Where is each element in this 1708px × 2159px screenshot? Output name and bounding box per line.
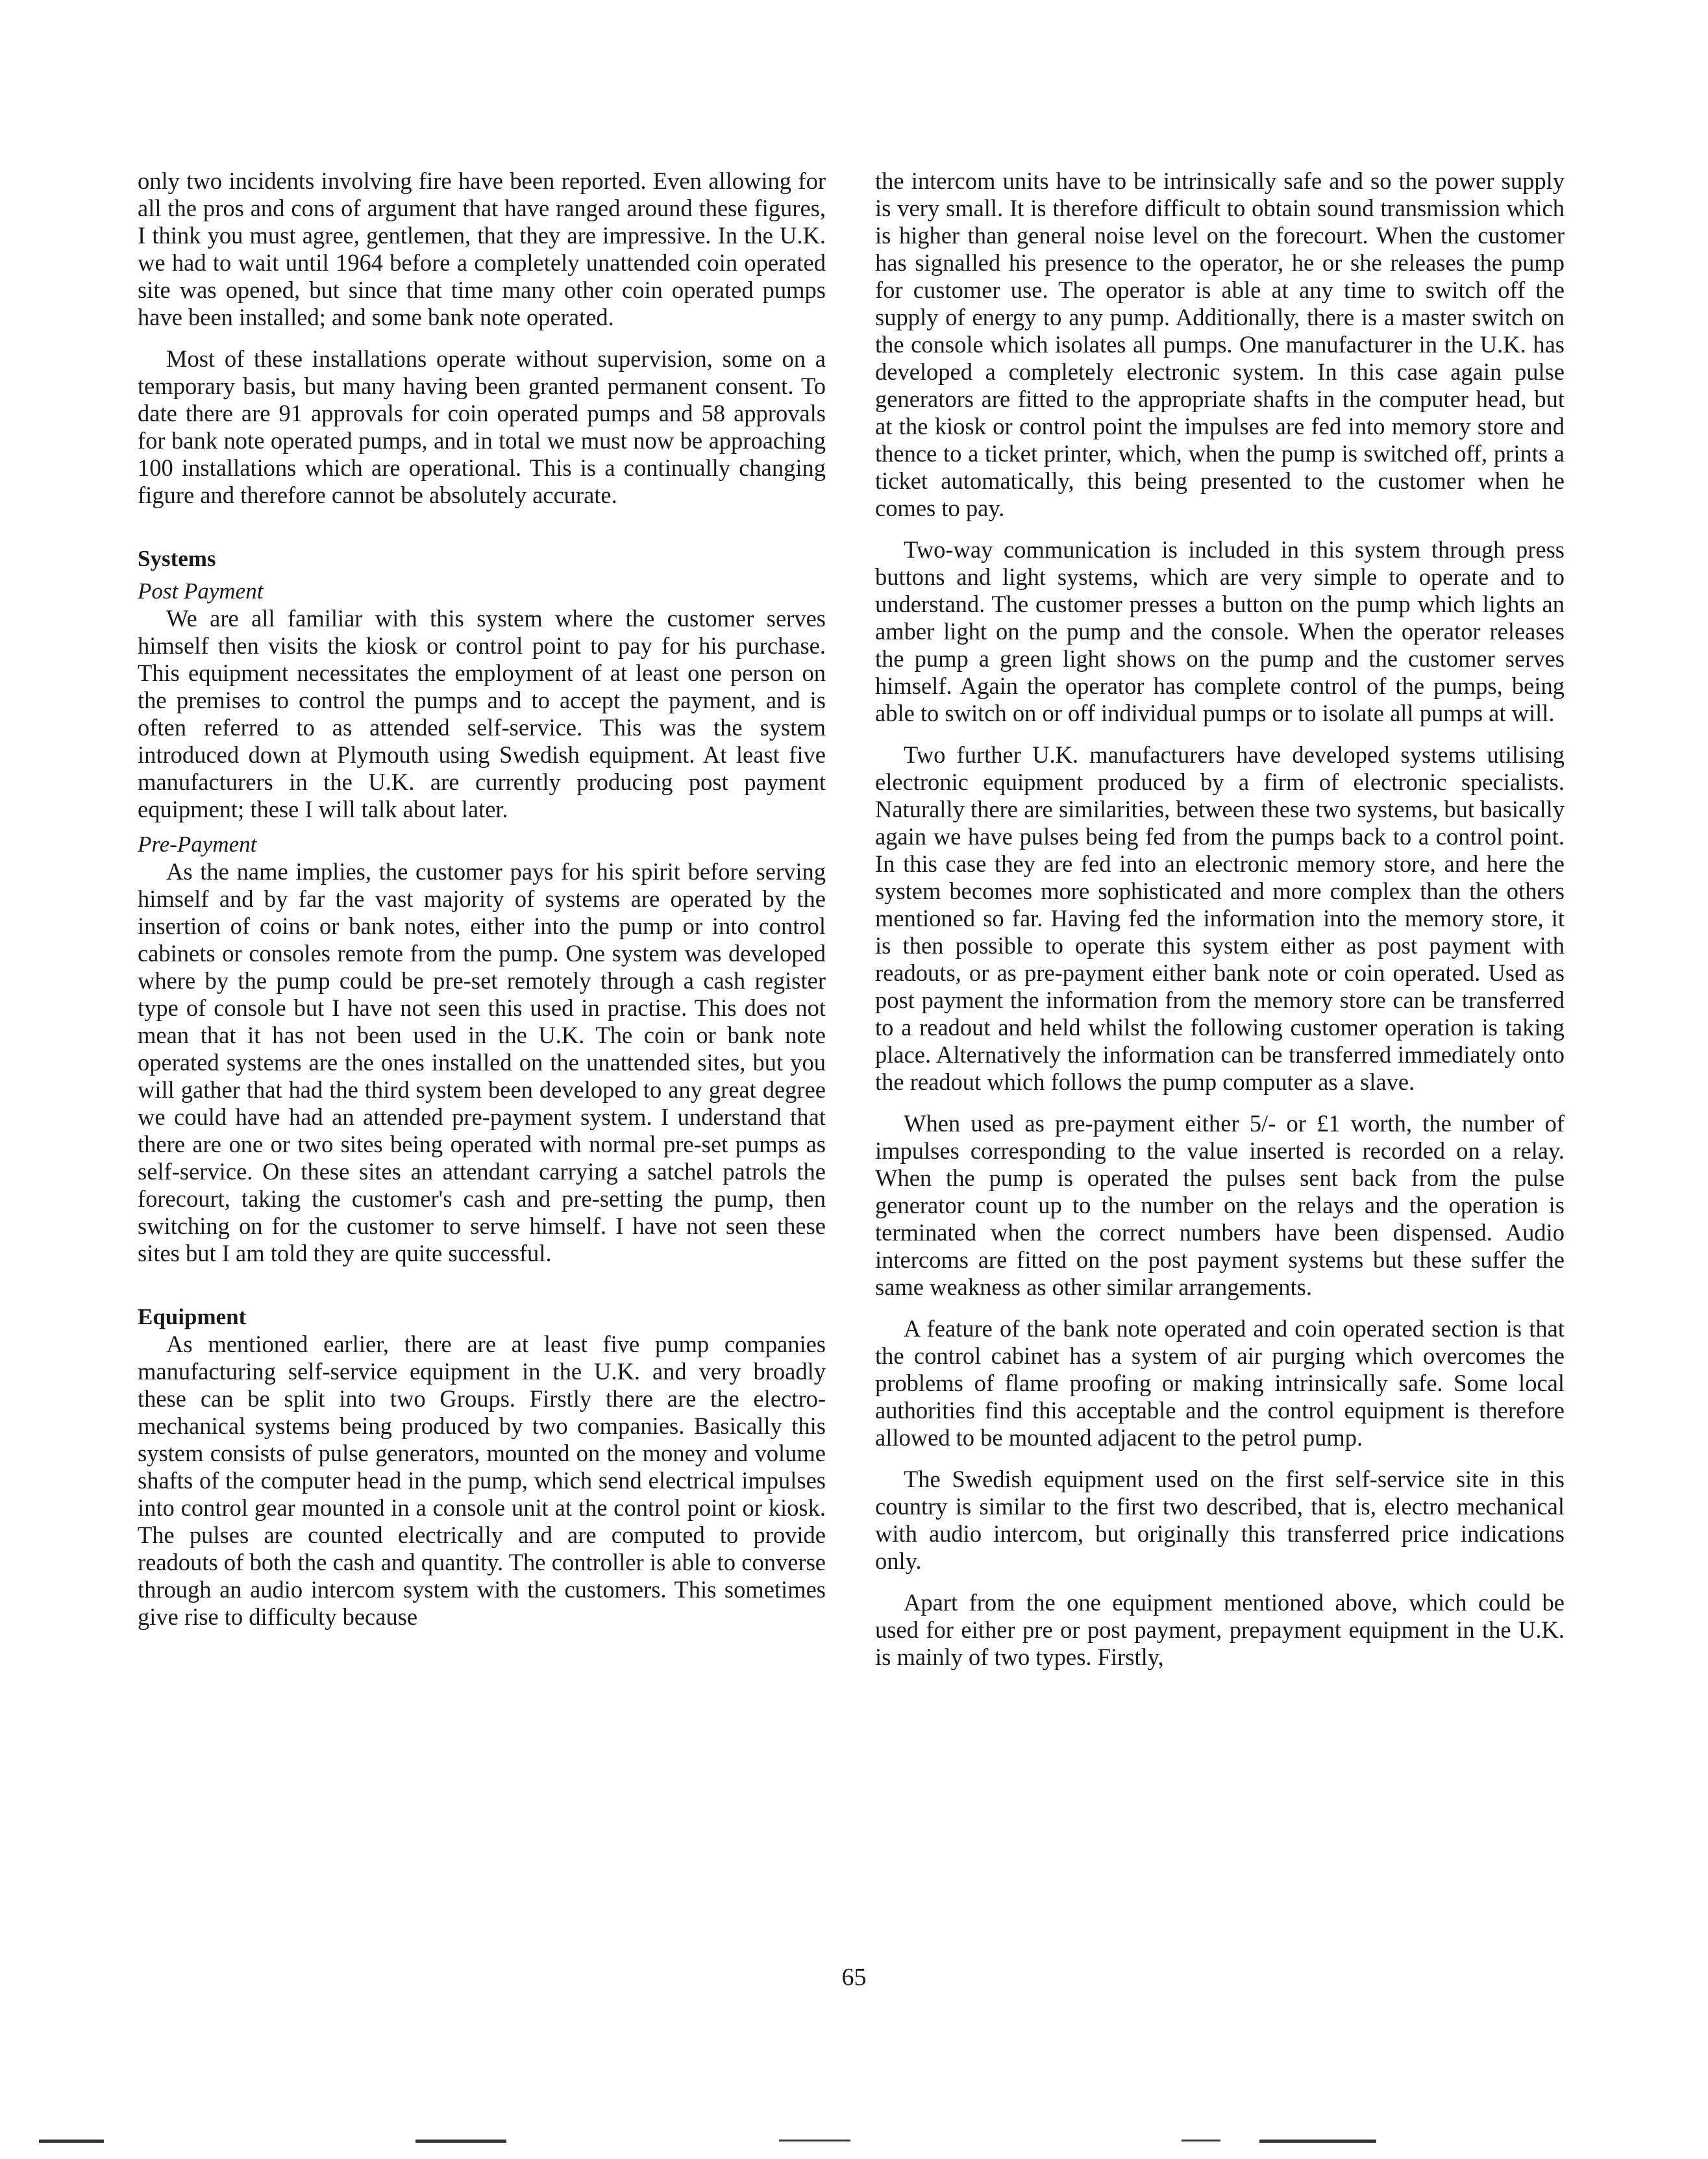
paragraph: Apart from the one equipment mentioned above, which could be used for either pre or post payment, prepayment equipment in the U.K. is mainly of two types. Firstly,: [875, 1589, 1565, 1670]
paragraph: the intercom units have to be intrinsically safe and so the power supply is very small. It is therefore difficult to obtain sound transmission which is higher than general noise level on the forecourt. When the customer has signalled his presence to the operator, he or she releases the pump for customer use. The operator is able at any time to switch off the supply of energy to any pump. Additionally, there is a master switch on the console which isolates all pumps. One manufacturer in the U.K. has developed a completely electronic system. In this case again pulse generators are fitted to the appropriate shafts in the computer head, but at the kiosk or control point the impulses are fed into memory store and thence to a ticket printer, which, when the pump is switched off, prints a ticket automatically, this being presented to the customer when he comes to pay.: [875, 167, 1565, 521]
paragraph: As mentioned earlier, there are at least five pump companies manufacturing self-service equipment in the U.K. and very broadly these can be split into two Groups. Firstly there are the electro-mechanical systems being produced by two companies. Basically this system consists of pulse generators, mounted on the money and volume shafts of the computer head in the pump, which send electrical impulses into control gear mounted in a console unit at the control point or kiosk. The pulses are counted electrically and are computed to provide readouts of both the cash and quantity. The controller is able to converse through an audio intercom system with the customers. This sometimes give rise to difficulty because: [138, 1331, 826, 1630]
paragraph: The Swedish equipment used on the first self-service site in this country is similar to the first two described, that is, electro mechanical with audio intercom, but originally this transferred price indications only.: [875, 1466, 1565, 1574]
page-number: 65: [841, 1964, 867, 1991]
paragraph: only two incidents involving fire have been reported. Even allowing for all the pros and cons of argument that have ranged around these figures, I think you must agree, gentlemen, that they are impressive. In the U.K. we had to wait until 1964 before a completely unattended coin operated site was opened, but since that time many other coin operated pumps have been installed; and some bank note operated.: [138, 167, 826, 330]
paragraph: When used as pre-payment either 5/- or £1 worth, the number of impulses corresponding to the value inserted is recorded on a relay. When the pump is operated the pulses sent back from the pulse generator count up to the number on the relays and the operation is terminated when the correct numbers have been dispensed. Audio intercoms are fitted on the post payment systems but these suffer the same weakness as other similar arrangements.: [875, 1110, 1565, 1300]
paragraph: Most of these installations operate without supervision, some on a temporary basis, but many having been granted permanent consent. To date there are 91 approvals for coin operated pumps and 58 approvals for bank note operated pumps, and in total we must now be approaching 100 installations which are operational. This is a continually changing figure and therefore cannot be absolutely accurate.: [138, 345, 826, 508]
paragraph: A feature of the bank note operated and coin operated section is that the control cabinet has a system of air purging which overcomes the problems of flame proofing or making intrinsically safe. Some local authorities find this acceptable and the control equipment is therefore allowed to be mounted adjacent to the petrol pump.: [875, 1315, 1565, 1451]
section-heading-systems: Systems: [138, 546, 216, 571]
paragraph: Two further U.K. manufacturers have developed systems utilising electronic equipment produced by a firm of electronic specialists. Naturally there are similarities, between these two systems, but basically again we have pulses being fed from the pumps back to a control point. In this case they are fed into an electronic memory store, and here the system becomes more sophisticated and more complex than the others mentioned so far. Having fed the information into the memory store, it is then possible to operate this system either as post payment with readouts, or as pre-payment either bank note or coin operated. Used as post payment the information from the memory store can be transferred to a readout and held whilst the following customer operation is taking place. Alternatively the information can be transferred immediately onto the readout which follows the pump computer as a slave.: [875, 741, 1565, 1095]
scan-edge-mark: [39, 2140, 104, 2143]
left-column: [138, 167, 826, 1631]
right-column: [875, 167, 1565, 1671]
scan-edge-mark: [1259, 2140, 1376, 2143]
paragraph: We are all familiar with this system where the customer serves himself then visits the kiosk or control point to pay for his purchase. This equipment necessitates the employment of at least one person on the premises to control the pumps and to accept the payment, and is often referred to as attended self-service. This was the system introduced down at Plymouth using Swedish equipment. At least five manufacturers in the U.K. are currently producing post payment equipment; these I will talk about later.: [138, 605, 826, 822]
paragraph: As the name implies, the customer pays for his spirit before serving himself and by far the vast majority of systems are operated by the insertion of coins or bank notes, either into the pump or into control cabinets or consoles remote from the pump. One system was developed where by the pump could be pre-set remotely through a cash register type of console but I have not seen this used in practise. This does not mean that it has not been used in the U.K. The coin or bank note operated systems are the ones installed on the unattended sites, but you will gather that had the third system been developed to any great degree we could have had an attended pre-payment system. I understand that there are one or two sites being operated with normal pre-set pumps as self-service. On these sites an attendant carrying a satchel patrols the forecourt, taking the customer's cash and pre-setting the pump, then switching on for the customer to serve himself. I have not seen these sites but I am told they are quite successful.: [138, 858, 826, 1266]
paragraph: Two-way communication is included in this system through press buttons and light systems, which are very simple to operate and to understand. The customer presses a button on the pump which lights an amber light on the pump and the console. When the operator releases the pump a green light shows on the pump and the customer serves himself. Again the operator has complete control of the pumps, being able to switch on or off individual pumps or to isolate all pumps at will.: [875, 536, 1565, 726]
scan-edge-mark: [415, 2140, 506, 2143]
section-heading-equipment: Equipment: [138, 1304, 247, 1329]
subheading-pre-payment: Pre-Payment: [138, 832, 257, 857]
scan-edge-mark: [1182, 2140, 1220, 2141]
scan-edge-mark: [779, 2140, 850, 2141]
subheading-post-payment: Post Payment: [138, 578, 264, 604]
